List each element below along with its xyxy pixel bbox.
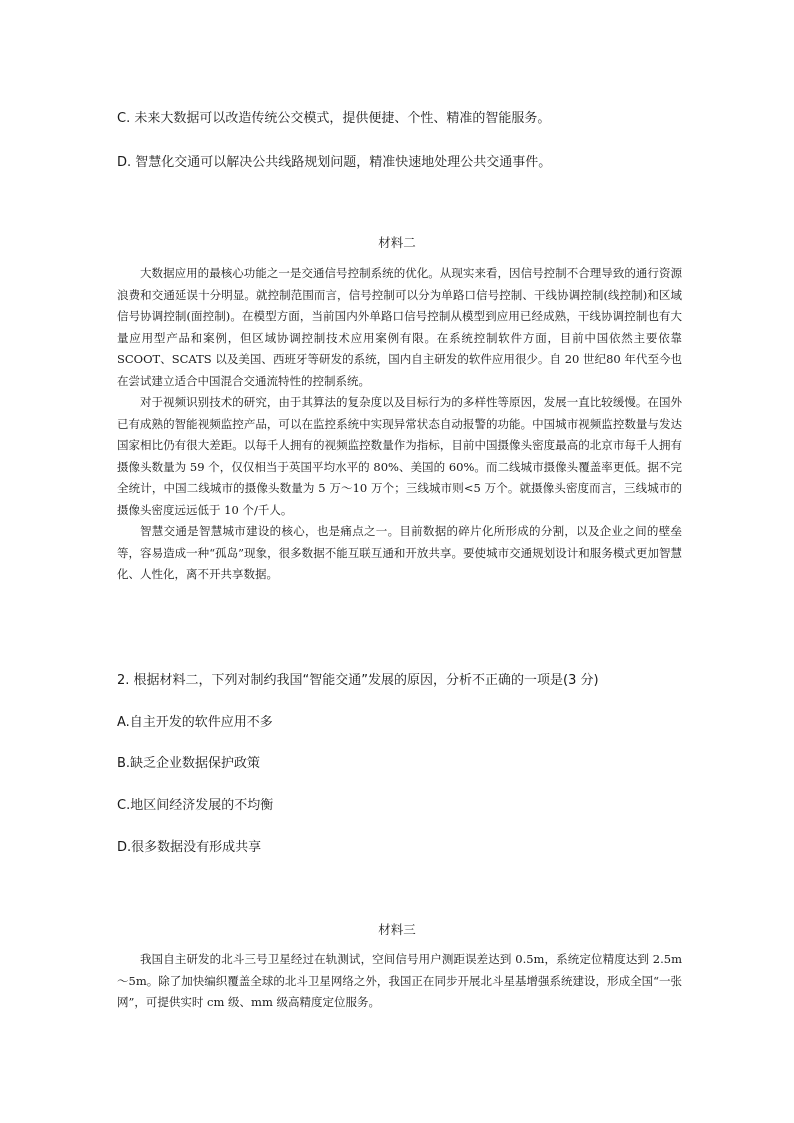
material2-paragraph: 对于视频识别技术的研究，由于其算法的复杂度以及目标行为的多样性等原因，发展一直比较缓慢。在国外已有成熟的智能视频监控产品，可以在监控系统中实现异常状态自动报警的功能。中国城市视频监控数量与发达国家相比仍有很大差距。以每千人拥有的视频监控数量作为指标，目前中国摄像头密度最高的北京市每千人拥有摄像头数量为 59 个，仅仅相当于英国平均水平的 80%、美国的 60%。而二线城市摄像头覆盖率更低。据不完全统计，中国二线城市的摄像头数量为 5 万～10 万个；三线城市则<5 万个。就摄像头密度而言，三线城市的摄像头密度远远低于 10 个/千人。 bbox=[117, 395, 682, 517]
material3-paragraph: 我国自主研发的北斗三号卫星经过在轨测试，空间信号用户测距误差达到 0.5m，系统定位精度达到 2.5m～5m。除了加快编织覆盖全球的北斗卫星网络之外，我国正在同步开展北斗星基增强系统建设，形成全国“一张网”，可提供实时 cm 级、mm 级高精度定位服务。 bbox=[117, 952, 682, 1009]
question1-option-c: C. 未来大数据可以改造传统公交模式，提供便捷、个性、精准的智能服务。 bbox=[117, 111, 551, 126]
question1-option-d: D. 智慧化交通可以解决公共线路规划问题，精准快速地处理公共交通事件。 bbox=[117, 155, 552, 170]
material2-paragraph: 智慧交通是智慧城市建设的核心，也是痛点之一。目前数据的碎片化所形成的分割，以及企业之间的壁垒等，容易造成一种“孤岛”现象，很多数据不能互联互通和开放共享。要使城市交通规划设计和服务模式更加智慧化、人性化，离不开共享数据。 bbox=[117, 524, 682, 581]
question2-option-d: D.很多数据没有形成共享 bbox=[117, 840, 262, 855]
question2-stem: 2. 根据材料二，下列对制约我国“智能交通”发展的原因，分析不正确的一项是(3 分) bbox=[117, 673, 599, 688]
material2-title: 材料二 bbox=[378, 235, 416, 250]
material2-passage bbox=[117, 263, 682, 586]
question2-option-a: A.自主开发的软件应用不多 bbox=[117, 715, 273, 730]
question2-option-b: B.缺乏企业数据保护政策 bbox=[117, 756, 261, 771]
material3-title: 材料三 bbox=[378, 922, 416, 937]
question2-option-c: C.地区间经济发展的不均衡 bbox=[117, 798, 274, 813]
material2-paragraph: 大数据应用的最核心功能之一是交通信号控制系统的优化。从现实来看，因信号控制不合理导致的通行资源浪费和交通延误十分明显。就控制范围而言，信号控制可以分为单路口信号控制、干线协调控制(线控制)和区域信号协调控制(面控制)。在模型方面，当前国内外单路口信号控制从模型到应用已经成熟，干线协调控制也有大量应用型产品和案例，但区域协调控制技术应用案例有限。在系统控制软件方面，目前中国依然主要依靠 SCOOT、SCATS 以及美国、西班牙等研发的系统，国内自主研发的软件应用很少。自 20 世纪80 年代至今也在尝试建立适合中国混合交通流特性的控制系统。 bbox=[117, 266, 682, 388]
material3-passage bbox=[117, 949, 682, 1014]
